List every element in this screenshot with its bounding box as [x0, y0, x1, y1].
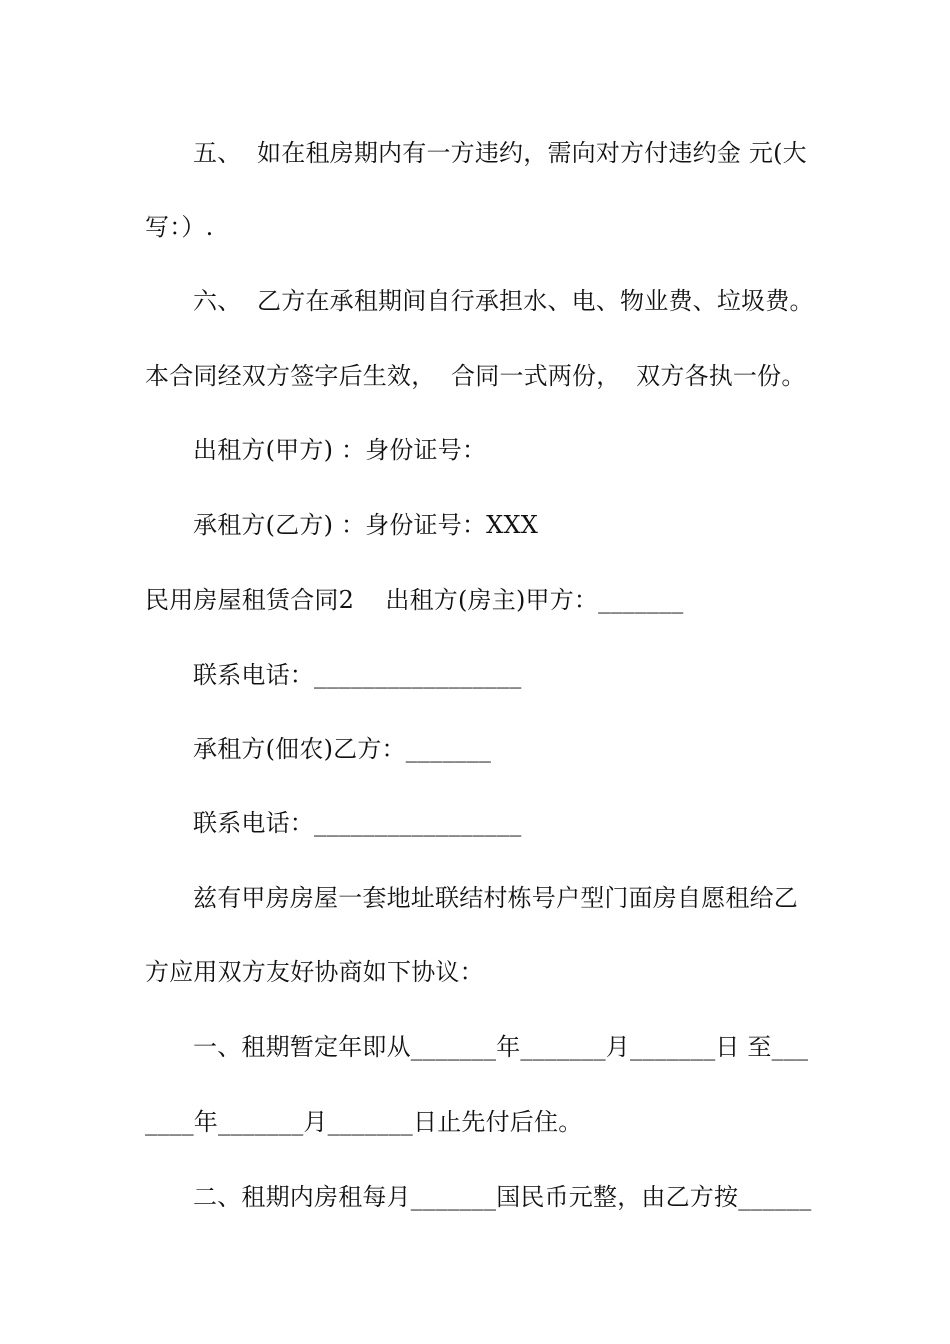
rent-clause-line-1: 二、租期内房租每月_______国民币元整，由乙方按______	[193, 1183, 812, 1211]
contract-2-title-lessor: 民用房屋租赁合同2 出租方(房主)甲方：_______	[145, 586, 684, 614]
lessor-phone-line: 联系电话：_________________	[193, 661, 522, 689]
lessor-id-line: 出租方(甲方) ：身份证号：	[193, 436, 487, 464]
lessee-line: 承租方(佃农)乙方：_______	[193, 735, 492, 763]
premises-line-2: 方应用双方友好协商如下协议：	[145, 958, 484, 986]
term-clause-line-1: 一、租期暂定年即从_______年_______月_______日 至___	[193, 1033, 809, 1061]
clause-six: 六、 乙方在承租期间自行承担水、电、物业费、垃圾费。	[193, 287, 814, 315]
clause-five-line-2: 写：）.	[145, 213, 214, 241]
term-clause-line-2: ____年_______月_______日止先付后住。	[145, 1108, 583, 1136]
premises-line-1: 兹有甲房房屋一套地址联结村栋号户型门面房自愿租给乙	[193, 884, 798, 912]
lessee-phone-line: 联系电话：_________________	[193, 809, 522, 837]
lessee-id-line: 承租方(乙方) ：身份证号：XXX	[193, 511, 539, 539]
contract-effect-clause: 本合同经双方签字后生效， 合同一式两份， 双方各执一份。	[145, 362, 806, 390]
clause-five-line-1: 五、 如在租房期内有一方违约，需向对方付违约金 元(大	[193, 139, 807, 167]
